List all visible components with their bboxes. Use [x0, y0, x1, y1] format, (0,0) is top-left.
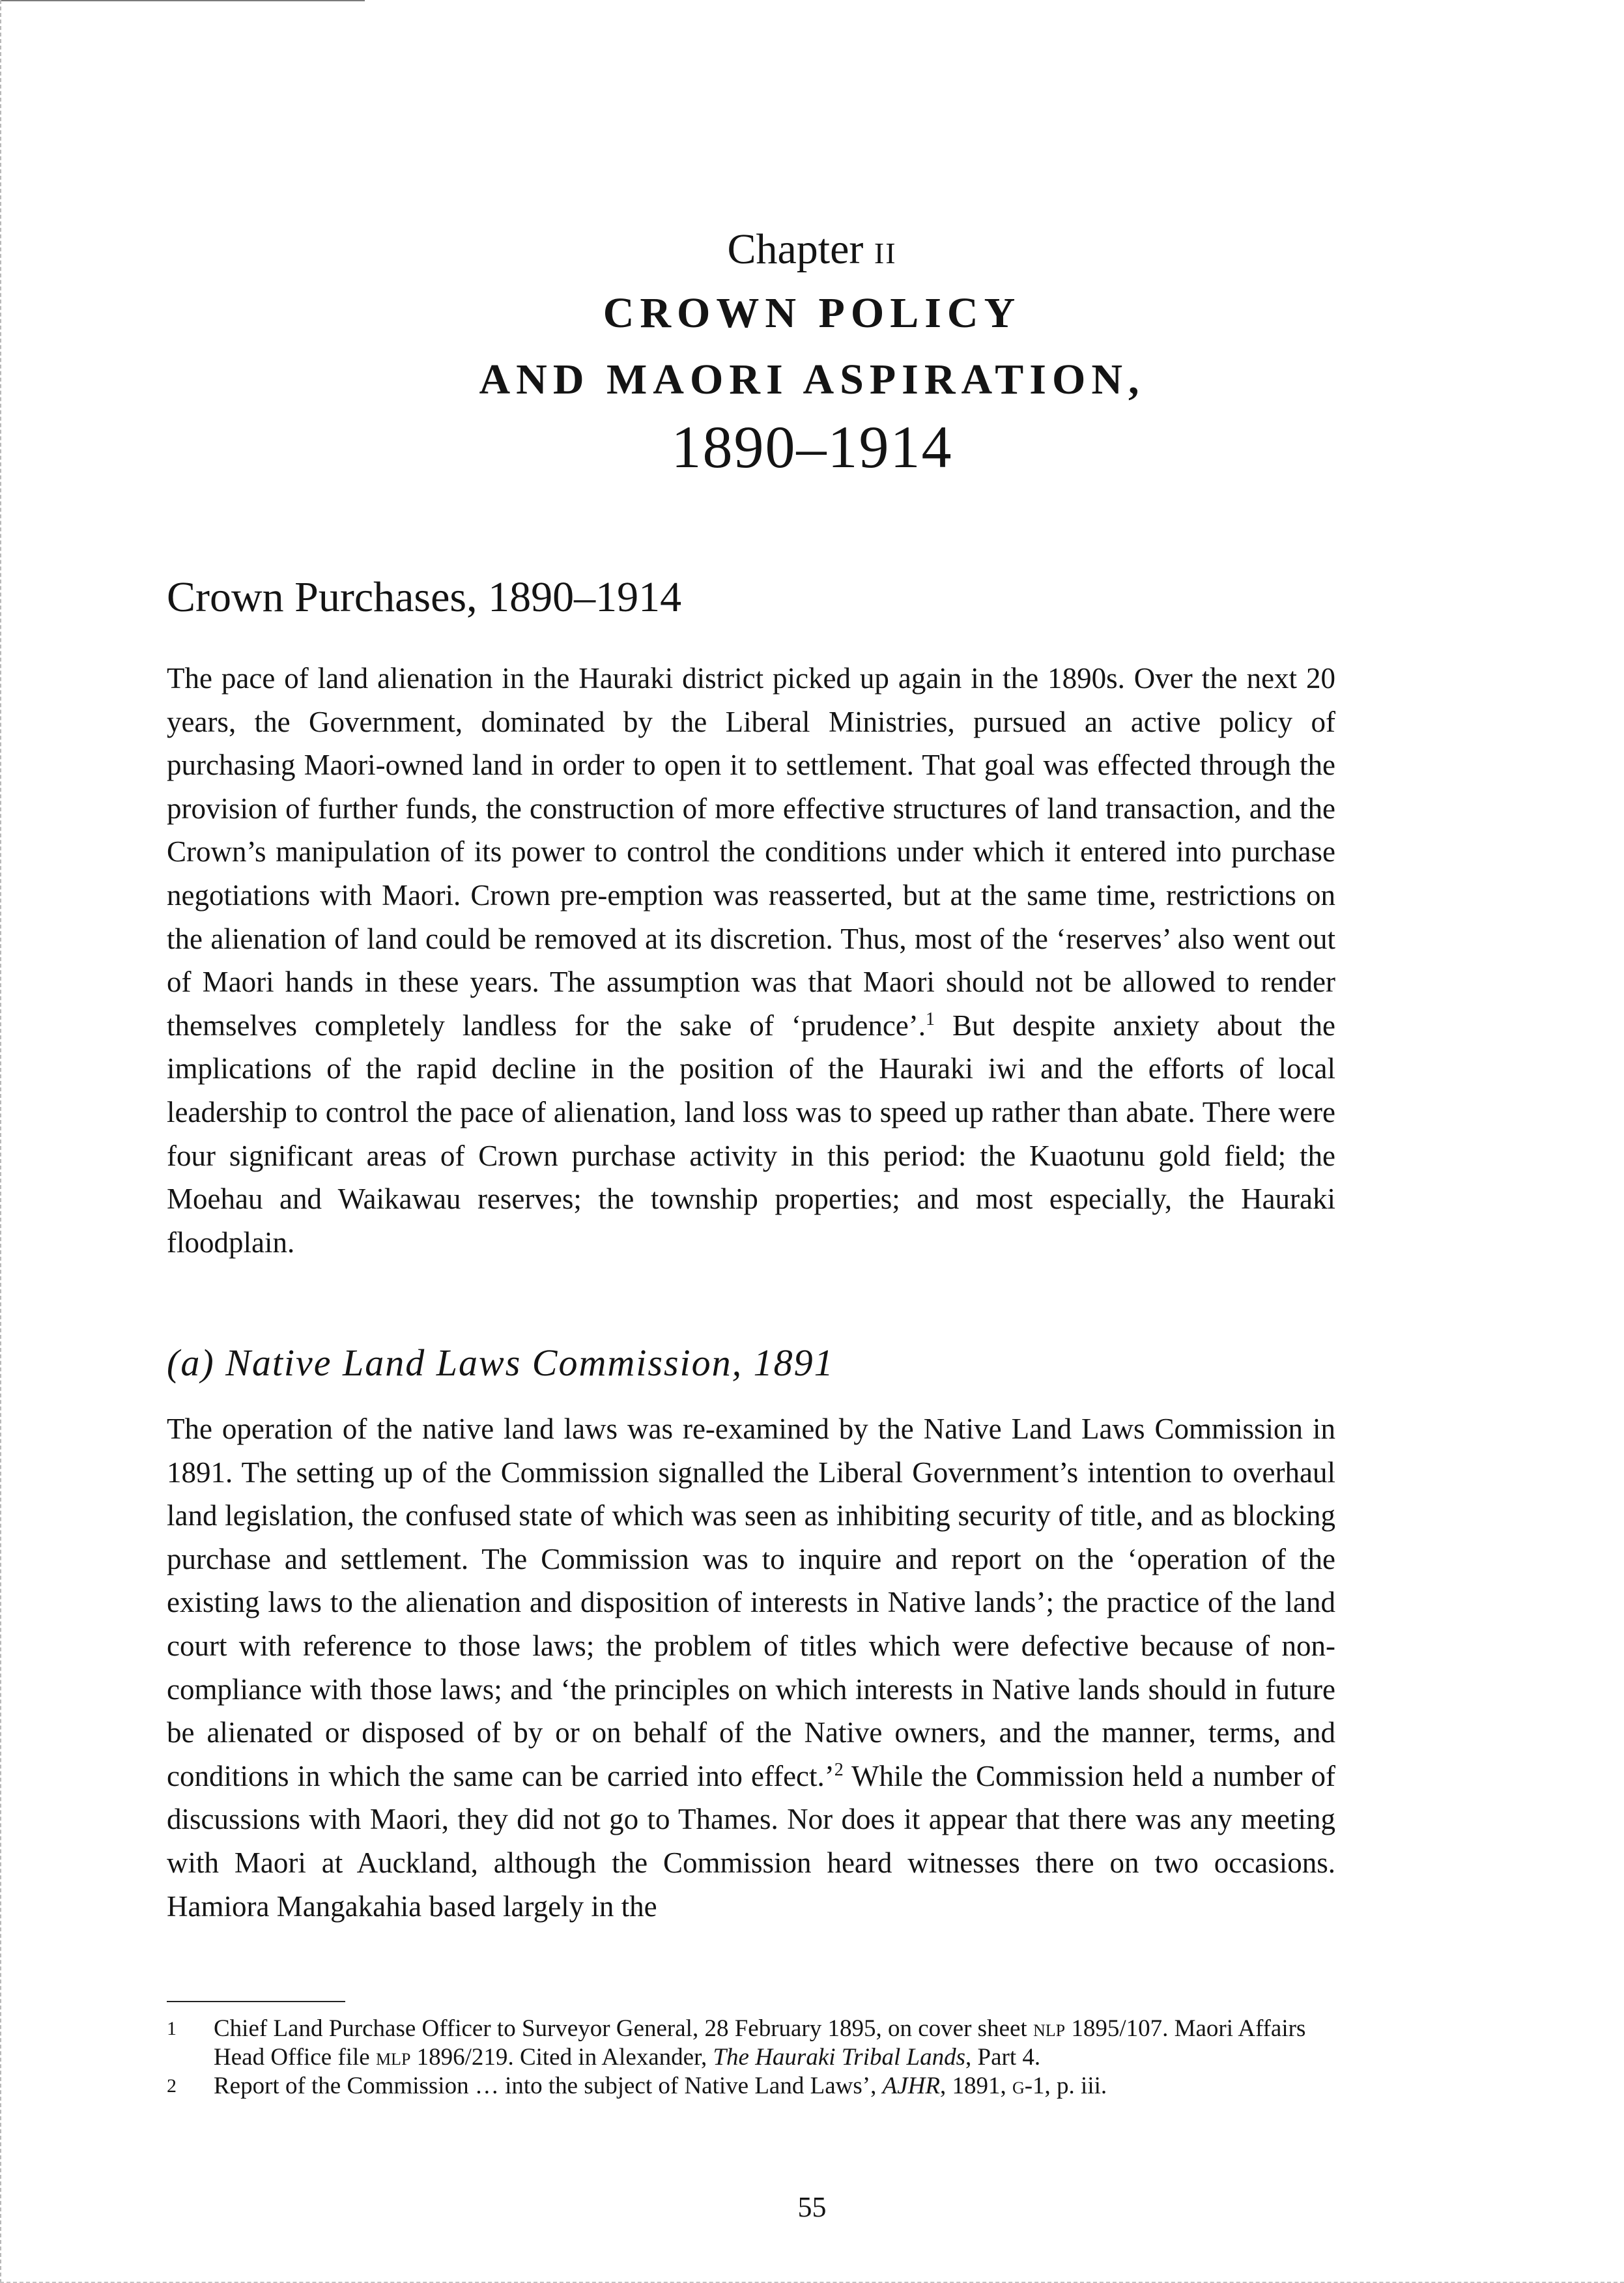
section-heading: Crown Purchases, 1890–1914	[167, 573, 682, 621]
footnote-text-part: , 1891,	[939, 2073, 1012, 2099]
footnote-1	[167, 2015, 1335, 2072]
footnote-text-part: Chief Land Purchase Officer to Surveyor General, 28 February 1895, on cover sheet	[214, 2015, 1033, 2042]
footnote-reference-1: 1	[926, 1009, 935, 1029]
subsection-paragraph	[167, 1407, 1335, 1928]
chapter-label	[0, 220, 1624, 279]
footnote-text-part: . Cited in Alexander,	[507, 2044, 713, 2071]
footnote-text	[214, 2015, 1335, 2072]
chapter-title-years: 1890–1914	[671, 414, 953, 480]
page-number: 55	[797, 2191, 827, 2223]
file-reference: nlp 1895/107	[1033, 2015, 1163, 2042]
footnote-2	[167, 2072, 1335, 2101]
footnote-divider	[167, 2001, 345, 2002]
footnote-number: 1	[167, 2018, 177, 2039]
footnote-text-part: , p. iii.	[1044, 2073, 1107, 2099]
footnote-text-part: , Part 4.	[965, 2044, 1041, 2071]
subsection-heading: (a) Native Land Laws Commission, 1891	[167, 1342, 834, 1384]
subsection-paragraph-text-1: The operation of the native land laws was re-examined by the Native Land Laws Commission in 1891. The setting up of the Commission signalled the Liberal Government’s intention to overhaul land legislation, the confused state of which was seen as inhibiting security of title, and as blocking purchase and settlement. The Commission was to inquire and report on the ‘operation of the existing laws to the alienation and disposition of interests in Native lands’; the practice of the land court with reference to those laws; the problem of titles which were defective because of non-compliance with those laws; and ‘the principles on which interests in Native lands should in future be alienated or disposed of by or on behalf of the Native owners, and the manner, terms, and conditions in which the same can be carried into effect.’	[167, 1413, 1335, 1792]
journal-title: AJHR	[882, 2073, 940, 2099]
section-paragraph	[167, 657, 1335, 1264]
scan-edge-bottom	[0, 2279, 1624, 2283]
section-paragraph-text-1: The pace of land alienation in the Hauraki district picked up again in the 1890s. Over the next 20 years, the Government, dominated by the Liberal Ministries, pursued an active policy of purchasing Maori-owned land in order to open it to settlement. That goal was effected through the provision of further funds, the construction of more effective structures of land transaction, and the Crown’s manipulation of its power to control the conditions under which it entered into purchase negotiations with Maori. Crown pre-emption was reasserted, but at the same time, restrictions on the alienation of land could be removed at its discretion. Thus, most of the ‘reserves’ also went out of Maori hands in these years. The assumption was that Maori should not be allowed to render themselves completely landless for the sake of ‘prudence’.	[167, 662, 1335, 1042]
footnote-text-part: . Maori Affairs Head Office file	[214, 2015, 1306, 2071]
chapter-word: Chapter	[727, 225, 864, 273]
footnote-text-part: Report of the Commission … into the subject of Native Land Laws’,	[214, 2073, 883, 2099]
chapter-title-line-2: AND MAORI ASPIRATION,	[479, 356, 1145, 403]
document-reference: g-1	[1012, 2073, 1045, 2099]
subsection-paragraph-text-2: While the Commission held a number of discussions with Maori, they did not go to Thames. Nor does it appear that there was any meeting with Maori at Auckland, although the Commission heard witnesses there on two occasions. Hamiora Mangakahia based largely in the	[167, 1759, 1335, 1923]
footnote-text	[214, 2072, 1335, 2101]
footnotes	[167, 2015, 1335, 2101]
section-paragraph-text-2: But despite anxiety about the implications of the rapid decline in the position of the Hauraki iwi and the efforts of local leadership to control the pace of alienation, land loss was to speed up rather than abate. There were four significant areas of Crown purchase activity in this period: the Kuaotunu gold field; the Moehau and Waikawau reserves; the township properties; and most especially, the Hauraki floodplain.	[167, 1009, 1335, 1259]
cited-title: The Hauraki Tribal Lands	[713, 2044, 965, 2071]
footnote-reference-2: 2	[834, 1759, 844, 1780]
scan-edge-top	[0, 0, 365, 5]
chapter-number: ii	[874, 225, 897, 273]
footnote-number: 2	[167, 2075, 177, 2097]
file-reference: mlp 1896/219	[375, 2044, 508, 2071]
chapter-title-line-1: CROWN POLICY	[603, 289, 1021, 337]
